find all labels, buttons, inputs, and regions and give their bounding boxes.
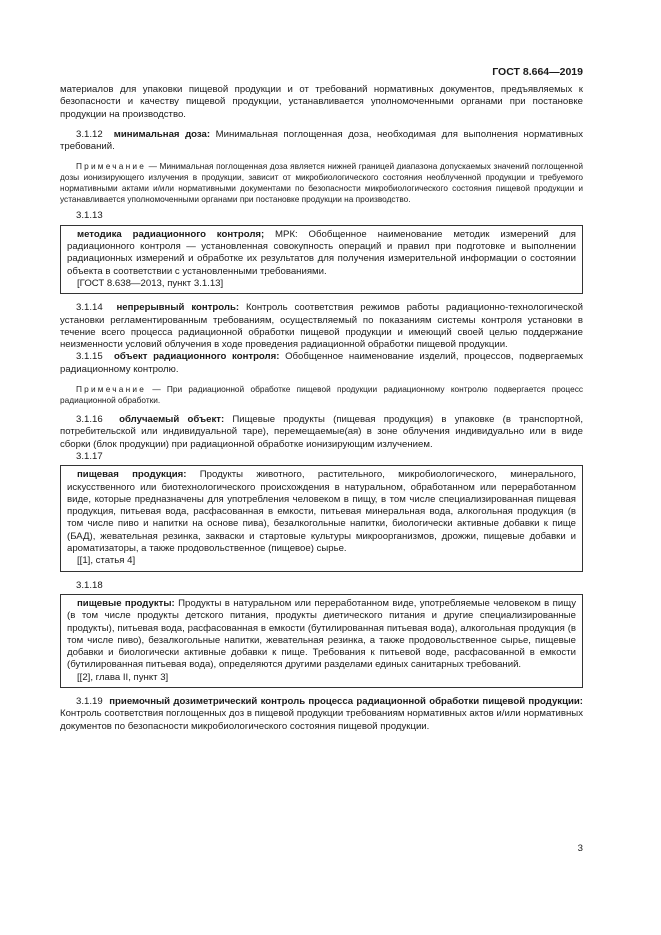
document-header: ГОСТ 8.664—2019 [492, 66, 583, 78]
section-number: 3.1.15 [76, 351, 103, 363]
section-3-1-14 [60, 302, 583, 351]
term-definition: Продукты животного, растительного, микробиологического, минерального, искусственного или биотехнологического происхождения в натуральном, обработанном или переработанном виде, которые предназначены для употребления человеком в пищу, в том числе специализированная пищевая продукция, питьевая вода, расфасованная в емкости, питьевая минеральная вода, алкогольная продукция (в том числе пиво и напитки на основе пива), безалкогольные напитки, биологически активные добавки к пище (БАД), жевательная резинка, закваски и стартовые культуры микроорганизмов, дрожжи, пищевые добавки и ароматизаторы, а также продовольственное (пищевое) сырье. [67, 469, 576, 555]
intro-paragraph: материалов для упаковки пищевой продукции и от требований нормативных документов, предъявляемых к безопасности и качеству пищевой продукции, устанавливается уполномоченными органами при постановке продукции на производство. [60, 84, 583, 120]
term-title: минимальная доза: [113, 128, 211, 140]
section-3-1-15 [60, 351, 583, 376]
term-title: приемочный дозиметрический контроль процесса радиационной обработки пищевой продукции: [109, 695, 583, 707]
note-minimal-dose [60, 161, 583, 205]
term-definition: Минимальная поглощенная доза, необходимая для выполнения нормативных требований. [60, 128, 583, 153]
term-definition: Пищевые продукты (пищевая продукция) в упаковке (в транспортной, потребительской или индивидуальной таре), перемещаемые(ая) в зоне облучения индивидуально или в виде сборки (блок продукции) при радиационной обработке ионизирующим излучением. [60, 414, 583, 450]
source-reference: [[1], статья 4] [77, 555, 136, 567]
term-title: непрерывный контроль: [116, 302, 240, 314]
definition-box-3-1-18 [60, 594, 583, 688]
definition-box-3-1-13 [60, 225, 583, 294]
document-body [60, 84, 583, 733]
source-reference: [[2], глава II, пункт 3] [77, 671, 169, 683]
section-3-1-16 [60, 414, 583, 451]
section-number-3-1-13: 3.1.13 [76, 210, 103, 222]
note-text: — При радиационной обработке пищевой продукции радиационному контролю подвергается процесс радиационной обработки. [60, 384, 583, 406]
term-title: пищевая продукция: [77, 469, 187, 481]
term-definition: Контроль соответствия поглощенных доз в пищевой продукции требованиям нормативных актов и/или нормативных документов по безопасности микробиологического состояния пищевой продукции. [60, 708, 583, 732]
section-number-3-1-17: 3.1.17 [76, 450, 103, 462]
term-definition: Контроль соответствия режимов работы радиационно-технологической установки регламентированным требованиям, осуществляемый по показаниям системы контроля установки в течение всего процесса радиационной обработки пищевой продукции и имеющий своей целью поддержание неизменности условий облучения в ходе проведения радиационной обработки пищевой продукции. [60, 302, 583, 351]
section-3-1-19 [60, 696, 583, 733]
definition-paragraph [67, 229, 576, 278]
term-title: пищевые продукты: [77, 597, 175, 609]
note-label: Примечание [76, 384, 147, 395]
section-number-3-1-18: 3.1.18 [76, 579, 103, 591]
definition-paragraph [67, 598, 576, 672]
note-radiation-object [60, 384, 583, 406]
term-title: облучаемый объект: [119, 414, 225, 426]
definition-box-3-1-17 [60, 465, 583, 571]
term-definition: Обобщенное наименование изделий, процессов, подвергаемых радиационному контролю. [60, 351, 583, 375]
page-number: 3 [577, 843, 583, 854]
term-title: методика радиационного контроля; [77, 228, 265, 240]
section-number: 3.1.19 [76, 695, 103, 707]
section-number: 3.1.14 [76, 302, 103, 314]
section-number: 3.1.12 [76, 128, 103, 140]
term-definition: Продукты в натуральном или переработанном виде, употребляемые человеком в пищу (в том числе продукты детского питания, продукты диетического питания и другие специализированные продукты), питьевая вода, расфасованная в емкости (бутилированная питьевая вода), алкогольная продукция (в том числе пиво), безалкогольные напитки, жевательная резинка, а также продовольственное сырье, пищевые добавки и биологически активные добавки к пище. Требования к питьевой воде, расфасованной в емкости (бутилированная питьевая вода), определяются другими разделами единых санитарных требований. [67, 597, 576, 671]
section-number: 3.1.16 [76, 414, 103, 426]
section-3-1-12 [60, 129, 583, 154]
term-title: объект радиационного контроля: [113, 351, 280, 363]
term-definition: МРК: Обобщенное наименование методик измерений для радиационного контроля — установленная совокупность операций и правил при подготовке и выполнении радиационных измерений и обработке их результатов для получения измерительной информации о состоянии объекта в соответствии с установленными требованиями. [67, 228, 576, 277]
definition-paragraph [67, 469, 576, 555]
note-label: Примечание [76, 161, 147, 172]
source-reference: [ГОСТ 8.638—2013, пункт 3.1.13] [77, 277, 224, 289]
note-text: — Минимальная поглощенная доза является нижней границей диапазона допускаемых значений поглощенной дозы ионизирующего излучения в продукции, зависит от микробиологического состояния необлученной продукции и требуемого нормативными актами и/или нормативными документами по безопасности микробиологического состояния пищевой продукции и устанавливается уполномоченными органами при постановке продукции на производство. [60, 161, 583, 205]
